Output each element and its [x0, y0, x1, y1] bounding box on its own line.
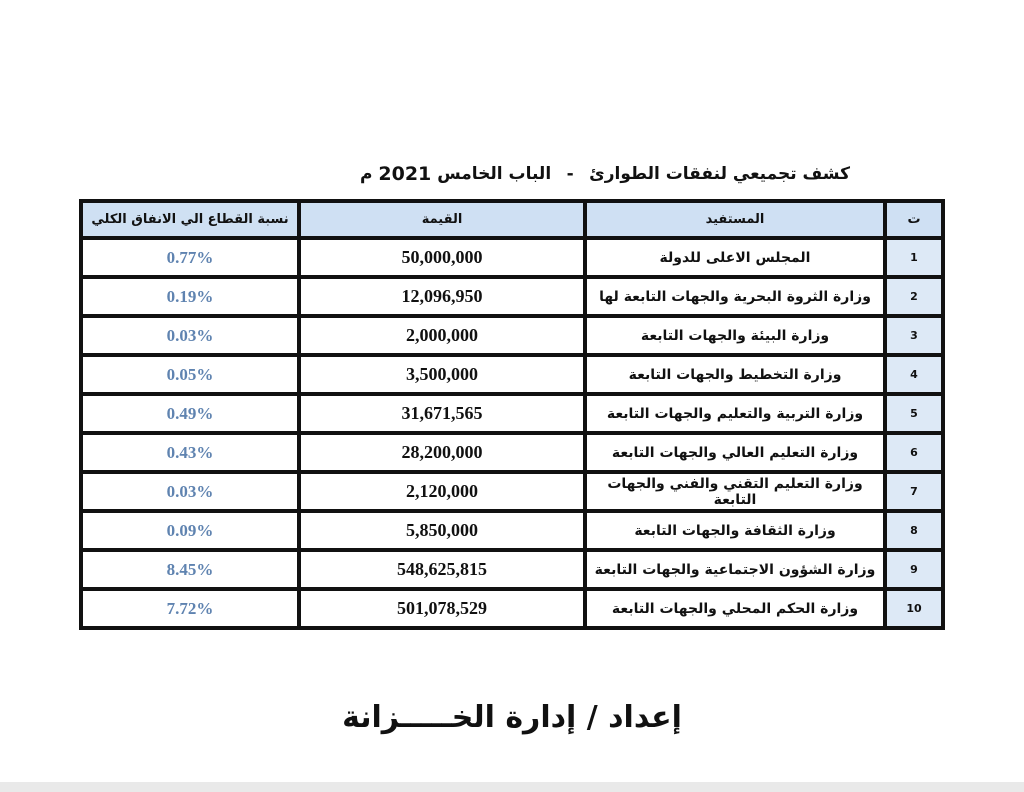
row-value: 28,200,000 [299, 433, 585, 472]
title-main: كشف تجميعي لنفقات الطوارئ [589, 164, 850, 184]
table-row [81, 472, 943, 511]
row-value: 501,078,529 [299, 589, 585, 628]
table-row [81, 277, 943, 316]
row-number: 2 [885, 277, 943, 316]
row-beneficiary: المجلس الاعلى للدولة [585, 238, 885, 277]
row-beneficiary: وزارة التعليم العالي والجهات التابعة [585, 433, 885, 472]
table-row [81, 433, 943, 472]
row-beneficiary: وزارة التربية والتعليم والجهات التابعة [585, 394, 885, 433]
row-ratio: 0.77% [81, 238, 299, 277]
row-number: 3 [885, 316, 943, 355]
row-value: 12,096,950 [299, 277, 585, 316]
table-header-row [81, 201, 943, 238]
report-title [360, 160, 850, 188]
row-number: 1 [885, 238, 943, 277]
row-number: 8 [885, 511, 943, 550]
table-row [81, 316, 943, 355]
header-beneficiary: المستفيد [585, 201, 885, 238]
row-beneficiary: وزارة التخطيط والجهات التابعة [585, 355, 885, 394]
row-ratio: 0.19% [81, 277, 299, 316]
title-year: 2021 [378, 163, 432, 185]
table-row [81, 589, 943, 628]
header-value: القيمة [299, 201, 585, 238]
row-ratio: 0.43% [81, 433, 299, 472]
row-value: 2,000,000 [299, 316, 585, 355]
header-number: ت [885, 201, 943, 238]
header-ratio: نسبة القطاع الي الانفاق الكلي [81, 201, 299, 238]
title-chapter: الباب الخامس [437, 164, 552, 184]
row-beneficiary: وزارة البيئة والجهات التابعة [585, 316, 885, 355]
row-beneficiary: وزارة الثروة البحرية والجهات التابعة لها [585, 277, 885, 316]
row-ratio: 8.45% [81, 550, 299, 589]
row-value: 50,000,000 [299, 238, 585, 277]
row-value: 31,671,565 [299, 394, 585, 433]
table-row [81, 394, 943, 433]
row-beneficiary: وزارة الثقافة والجهات التابعة [585, 511, 885, 550]
row-value: 3,500,000 [299, 355, 585, 394]
row-ratio: 0.09% [81, 511, 299, 550]
row-beneficiary: وزارة التعليم التقني والفني والجهات التابعة [585, 472, 885, 511]
row-value: 5,850,000 [299, 511, 585, 550]
row-number: 6 [885, 433, 943, 472]
table-row [81, 511, 943, 550]
row-beneficiary: وزارة الشؤون الاجتماعية والجهات التابعة [585, 550, 885, 589]
row-number: 5 [885, 394, 943, 433]
table-row [81, 238, 943, 277]
title-separator: - [566, 164, 574, 184]
row-beneficiary: وزارة الحكم المحلي والجهات التابعة [585, 589, 885, 628]
row-number: 10 [885, 589, 943, 628]
row-number: 7 [885, 472, 943, 511]
expenses-table [79, 199, 945, 630]
row-ratio: 0.03% [81, 316, 299, 355]
table-row [81, 550, 943, 589]
row-ratio: 7.72% [81, 589, 299, 628]
table-row [81, 355, 943, 394]
row-ratio: 0.03% [81, 472, 299, 511]
page-bottom-edge [0, 782, 1024, 792]
row-ratio: 0.05% [81, 355, 299, 394]
row-value: 548,625,815 [299, 550, 585, 589]
title-year-suffix: م [360, 164, 373, 184]
prepared-by-signature-line: إعداد / إدارة الخـــــزانة [342, 700, 682, 735]
row-number: 4 [885, 355, 943, 394]
row-ratio: 0.49% [81, 394, 299, 433]
row-value: 2,120,000 [299, 472, 585, 511]
row-number: 9 [885, 550, 943, 589]
